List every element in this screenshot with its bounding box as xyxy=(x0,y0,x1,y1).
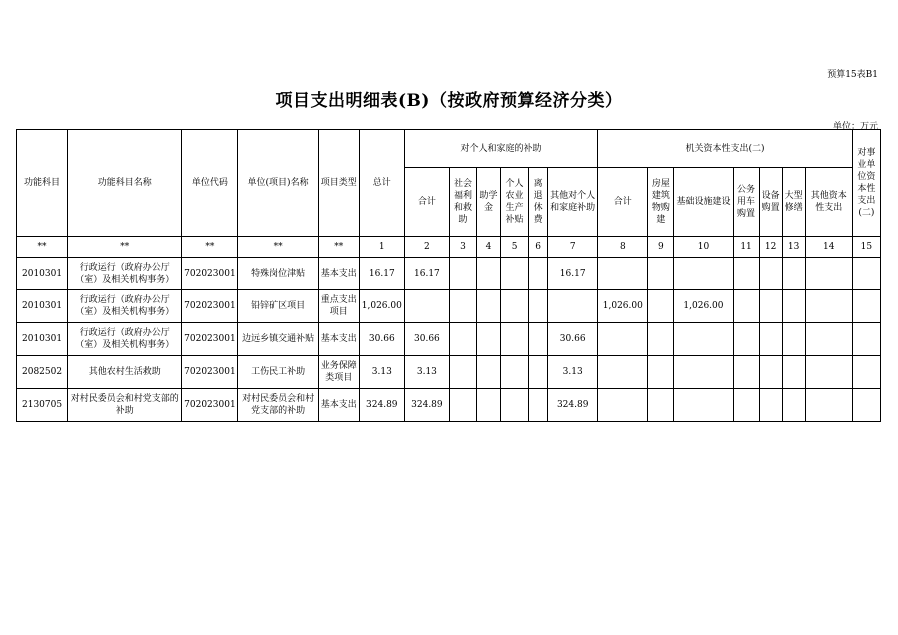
cell-func-code: 2082502 xyxy=(17,356,68,389)
cell-func-name: 行政运行（政府办公厅（室）及相关机构事务） xyxy=(68,258,182,290)
header-subtotal-capital: 合计 xyxy=(598,168,648,237)
cell-project-name: 对村民委员会和村党支部的补助 xyxy=(238,389,318,422)
cell-func-name: 行政运行（政府办公厅（室）及相关机构事务） xyxy=(68,290,182,323)
cell-empty xyxy=(648,389,674,422)
cell-unit-code: 702023001 xyxy=(182,290,238,323)
cell-empty xyxy=(852,356,880,389)
cell-empty xyxy=(501,389,529,422)
cell-empty xyxy=(529,389,548,422)
cell-empty xyxy=(529,258,548,290)
cell-project-name: 特殊岗位津贴 xyxy=(238,258,318,290)
cell-empty xyxy=(476,356,500,389)
cell-subtotal-capital: 1,026.00 xyxy=(598,290,648,323)
index-cell: 13 xyxy=(782,237,805,258)
cell-total: 30.66 xyxy=(359,323,404,356)
cell-project-type: 基本支出 xyxy=(318,258,359,290)
header-subtotal-personal: 合计 xyxy=(404,168,449,237)
index-row xyxy=(17,237,881,258)
cell-infrastructure: 1,026.00 xyxy=(674,290,733,323)
cell-empty xyxy=(759,389,782,422)
cell-func-name: 行政运行（政府办公厅（室）及相关机构事务） xyxy=(68,323,182,356)
header-other-personal: 其他对个人和家庭补助 xyxy=(548,168,598,237)
cell-infrastructure xyxy=(674,389,733,422)
cell-empty xyxy=(733,389,759,422)
index-cell: 10 xyxy=(674,237,733,258)
cell-empty xyxy=(782,323,805,356)
cell-empty xyxy=(805,290,852,323)
cell-project-name: 边远乡镇交通补贴 xyxy=(238,323,318,356)
cell-empty xyxy=(782,258,805,290)
index-cell: 6 xyxy=(529,237,548,258)
form-code: 预算15表B1 xyxy=(827,70,878,80)
cell-project-name: 工伤民工补助 xyxy=(238,356,318,389)
header-group-subsidy: 对事业单位资本性支出(二) xyxy=(852,130,880,237)
cell-empty xyxy=(733,323,759,356)
header-farm-subsidy: 个人农业生产补贴 xyxy=(501,168,529,237)
cell-empty xyxy=(449,290,476,323)
cell-empty xyxy=(529,290,548,323)
cell-subtotal-personal: 16.17 xyxy=(404,258,449,290)
table-row xyxy=(17,290,881,323)
cell-empty xyxy=(501,323,529,356)
cell-empty xyxy=(782,290,805,323)
index-cell: ** xyxy=(238,237,318,258)
cell-empty xyxy=(648,356,674,389)
cell-func-code: 2010301 xyxy=(17,323,68,356)
header-project-name: 单位(项目)名称 xyxy=(238,130,318,237)
cell-total: 324.89 xyxy=(359,389,404,422)
cell-other-personal: 324.89 xyxy=(548,389,598,422)
project-expenditure-table xyxy=(16,129,881,422)
header-row-1 xyxy=(17,130,881,168)
index-cell: ** xyxy=(17,237,68,258)
cell-empty xyxy=(733,290,759,323)
cell-total: 3.13 xyxy=(359,356,404,389)
cell-empty xyxy=(759,323,782,356)
cell-empty xyxy=(805,258,852,290)
cell-empty xyxy=(449,258,476,290)
cell-infrastructure xyxy=(674,258,733,290)
header-total: 总计 xyxy=(359,130,404,237)
cell-other-personal: 30.66 xyxy=(548,323,598,356)
cell-unit-code: 702023001 xyxy=(182,258,238,290)
cell-other-personal: 3.13 xyxy=(548,356,598,389)
cell-empty xyxy=(759,290,782,323)
cell-empty xyxy=(449,389,476,422)
cell-func-code: 2130705 xyxy=(17,389,68,422)
index-cell: 1 xyxy=(359,237,404,258)
cell-empty xyxy=(805,323,852,356)
cell-project-type: 业务保障类项目 xyxy=(318,356,359,389)
cell-func-code: 2010301 xyxy=(17,290,68,323)
header-func-code: 功能科目 xyxy=(17,130,68,237)
cell-empty xyxy=(501,258,529,290)
index-cell: ** xyxy=(182,237,238,258)
cell-subtotal-personal xyxy=(404,290,449,323)
cell-subtotal-capital xyxy=(598,323,648,356)
cell-empty xyxy=(852,323,880,356)
index-cell: 3 xyxy=(449,237,476,258)
cell-total: 1,026.00 xyxy=(359,290,404,323)
cell-empty xyxy=(449,323,476,356)
table-row xyxy=(17,389,881,422)
index-cell: 11 xyxy=(733,237,759,258)
cell-infrastructure xyxy=(674,323,733,356)
index-cell: 14 xyxy=(805,237,852,258)
cell-empty xyxy=(782,389,805,422)
table-row xyxy=(17,323,881,356)
header-other-capital: 其他资本性支出 xyxy=(805,168,852,237)
cell-func-name: 对村民委员会和村党支部的补助 xyxy=(68,389,182,422)
header-stipend: 助学金 xyxy=(476,168,500,237)
index-cell: 4 xyxy=(476,237,500,258)
table-row xyxy=(17,258,881,290)
cell-empty xyxy=(529,356,548,389)
header-social-welfare: 社会福利和救助 xyxy=(449,168,476,237)
cell-project-type: 基本支出 xyxy=(318,323,359,356)
cell-other-personal: 16.17 xyxy=(548,258,598,290)
cell-subtotal-capital xyxy=(598,258,648,290)
cell-empty xyxy=(805,389,852,422)
cell-empty xyxy=(733,356,759,389)
cell-unit-code: 702023001 xyxy=(182,389,238,422)
header-infrastructure: 基础设施建设 xyxy=(674,168,733,237)
index-cell: ** xyxy=(318,237,359,258)
cell-empty xyxy=(782,356,805,389)
cell-empty xyxy=(759,258,782,290)
cell-other-personal xyxy=(548,290,598,323)
cell-empty xyxy=(648,290,674,323)
index-cell: 9 xyxy=(648,237,674,258)
cell-empty xyxy=(852,258,880,290)
index-cell: 8 xyxy=(598,237,648,258)
cell-func-name: 其他农村生活救助 xyxy=(68,356,182,389)
cell-empty xyxy=(733,258,759,290)
cell-unit-code: 702023001 xyxy=(182,323,238,356)
header-retirement: 离退休费 xyxy=(529,168,548,237)
cell-project-type: 基本支出 xyxy=(318,389,359,422)
cell-empty xyxy=(501,356,529,389)
cell-empty xyxy=(501,290,529,323)
header-func-name: 功能科目名称 xyxy=(68,130,182,237)
page-title: 项目支出明细表(B)（按政府预算经济分类） xyxy=(275,91,623,111)
cell-empty xyxy=(476,290,500,323)
cell-subtotal-personal: 30.66 xyxy=(404,323,449,356)
cell-empty xyxy=(449,356,476,389)
unit-label: 单位：万元 xyxy=(832,122,878,132)
cell-subtotal-capital xyxy=(598,389,648,422)
table-row xyxy=(17,356,881,389)
index-cell: 7 xyxy=(548,237,598,258)
header-vehicles: 公务用车购置 xyxy=(733,168,759,237)
header-project-type: 项目类型 xyxy=(318,130,359,237)
cell-unit-code: 702023001 xyxy=(182,356,238,389)
cell-total: 16.17 xyxy=(359,258,404,290)
index-cell: 2 xyxy=(404,237,449,258)
index-cell: 5 xyxy=(501,237,529,258)
header-group-personal: 对个人和家庭的补助 xyxy=(404,130,597,168)
header-housing: 房屋建筑物购建 xyxy=(648,168,674,237)
cell-empty xyxy=(648,258,674,290)
cell-empty xyxy=(852,290,880,323)
cell-empty xyxy=(529,323,548,356)
cell-project-name: 铅锌矿区项目 xyxy=(238,290,318,323)
cell-infrastructure xyxy=(674,356,733,389)
cell-func-code: 2010301 xyxy=(17,258,68,290)
cell-empty xyxy=(476,323,500,356)
cell-empty xyxy=(805,356,852,389)
index-cell: ** xyxy=(68,237,182,258)
cell-empty xyxy=(648,323,674,356)
header-repair: 大型修缮 xyxy=(782,168,805,237)
cell-empty xyxy=(476,389,500,422)
header-group-capital: 机关资本性支出(二) xyxy=(598,130,853,168)
index-cell: 12 xyxy=(759,237,782,258)
cell-subtotal-personal: 3.13 xyxy=(404,356,449,389)
cell-project-type: 重点支出项目 xyxy=(318,290,359,323)
cell-empty xyxy=(759,356,782,389)
cell-empty xyxy=(852,389,880,422)
index-cell: 15 xyxy=(852,237,880,258)
cell-empty xyxy=(476,258,500,290)
header-equipment: 设备购置 xyxy=(759,168,782,237)
header-unit-code: 单位代码 xyxy=(182,130,238,237)
cell-subtotal-personal: 324.89 xyxy=(404,389,449,422)
cell-subtotal-capital xyxy=(598,356,648,389)
